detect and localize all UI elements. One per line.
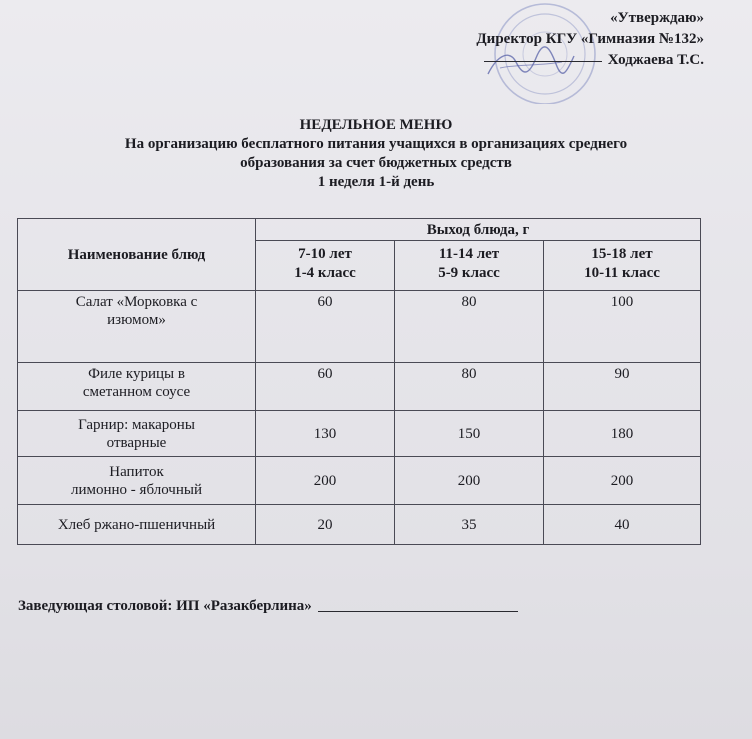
table-row — [18, 457, 701, 505]
table-row — [18, 411, 701, 457]
yield-cell: 40 — [544, 505, 701, 545]
dish-name — [18, 411, 256, 457]
yield-cell: 200 — [256, 457, 395, 505]
director-title: Директор КГУ «Гимназия №132» — [476, 31, 704, 47]
yield-cell: 130 — [256, 411, 395, 457]
yield-cell: 60 — [256, 363, 395, 411]
age-group-1 — [256, 241, 395, 291]
table-header-row — [18, 219, 701, 241]
header-dish-name: Наименование блюд — [18, 219, 256, 291]
yield-cell: 200 — [395, 457, 544, 505]
age-group-3 — [544, 241, 701, 291]
dish-name — [18, 505, 256, 545]
approve-label: «Утверждаю» — [610, 10, 704, 26]
age-group-2 — [395, 241, 544, 291]
dish-name-line: изюмом» — [107, 312, 166, 328]
yield-cell: 100 — [544, 291, 701, 363]
dish-name-line: Напиток — [109, 463, 164, 480]
age-group-age: 7-10 лет — [298, 246, 352, 262]
yield-cell: 90 — [544, 363, 701, 411]
title-heading: НЕДЕЛЬНОЕ МЕНЮ — [299, 117, 453, 133]
canteen-manager-label: Заведующая столовой: ИП «Разакберлина» — [18, 598, 312, 614]
menu-table — [17, 218, 701, 545]
dish-name — [18, 457, 256, 505]
title-week-day: 1 неделя 1-й день — [317, 174, 435, 190]
signature-line — [484, 61, 602, 62]
approval-block — [476, 8, 704, 71]
menu-title — [0, 116, 752, 192]
director-name-line — [476, 50, 704, 71]
dish-name-line: Филе курицы в — [88, 366, 185, 382]
yield-cell: 200 — [544, 457, 701, 505]
dish-name-line: Салат «Морковка с — [75, 294, 198, 310]
dish-name-line: Хлеб ржано-пшеничный — [57, 516, 216, 533]
age-group-grade: 10-11 класс — [584, 265, 660, 281]
yield-cell: 35 — [395, 505, 544, 545]
age-group-grade: 5-9 класс — [438, 265, 500, 281]
dish-name — [18, 291, 256, 363]
yield-cell: 180 — [544, 411, 701, 457]
canteen-manager-line — [18, 598, 518, 615]
title-subtitle-2: образования за счет бюджетных средств — [240, 155, 512, 171]
dish-name — [18, 363, 256, 411]
header-yield: Выход блюда, г — [256, 219, 701, 241]
dish-name-line: Гарнир: макароны — [78, 416, 195, 433]
yield-cell: 20 — [256, 505, 395, 545]
signature-line — [318, 611, 518, 612]
yield-cell: 150 — [395, 411, 544, 457]
age-group-grade: 1-4 класс — [294, 265, 356, 281]
dish-name-line: сметанном соусе — [82, 384, 191, 400]
yield-cell: 60 — [256, 291, 395, 363]
table-row — [18, 291, 701, 363]
director-name: Ходжаева Т.С. — [607, 52, 704, 68]
table-row — [18, 363, 701, 411]
age-group-age: 11-14 лет — [438, 246, 500, 262]
dish-name-line: лимонно - яблочный — [71, 481, 202, 498]
title-subtitle-1: На организацию бесплатного питания учащихся в организациях среднего — [124, 136, 628, 152]
yield-cell: 80 — [395, 363, 544, 411]
table-row — [18, 505, 701, 545]
dish-name-line: отварные — [106, 434, 167, 451]
age-group-age: 15-18 лет — [591, 246, 653, 262]
yield-cell: 80 — [395, 291, 544, 363]
